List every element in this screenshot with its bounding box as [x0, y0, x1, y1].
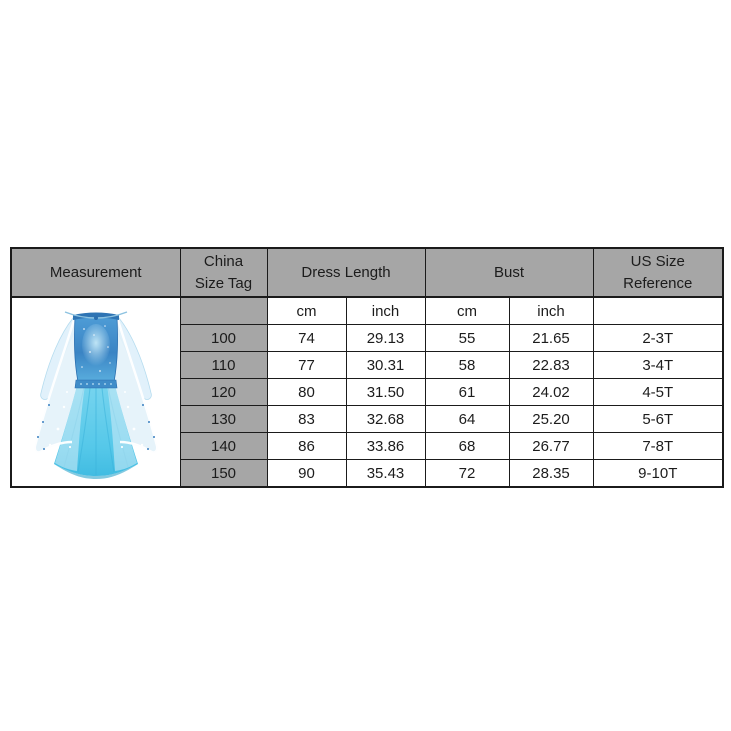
- col-header-china-size-tag: [180, 248, 267, 297]
- unit-cell-bust-inch: inch: [509, 297, 593, 325]
- bust-cm-cell: 72: [425, 460, 509, 488]
- china-size-cell: 100: [180, 325, 267, 352]
- dress-length-cm-cell: 90: [267, 460, 346, 488]
- units-row: [11, 297, 723, 325]
- dress-length-inch-cell: 35.43: [346, 460, 425, 488]
- dress-graphic: [20, 297, 172, 487]
- bust-inch-cell: 21.65: [509, 325, 593, 352]
- col-header-china-line1: China: [203, 252, 244, 270]
- col-header-china-line2: Size Tag: [194, 274, 253, 292]
- unit-cell-us-empty: [593, 297, 723, 325]
- dress-image: [20, 297, 172, 487]
- size-chart-table: [10, 247, 724, 488]
- unit-cell-dress-length-cm: cm: [267, 297, 346, 325]
- bust-cm-cell: 68: [425, 433, 509, 460]
- col-header-dress-length: Dress Length: [267, 248, 425, 297]
- dress-length-cm-cell: 74: [267, 325, 346, 352]
- col-header-us-line1: US Size: [630, 252, 685, 270]
- us-size-cell: 3-4T: [593, 352, 723, 379]
- dress-length-inch-cell: 31.50: [346, 379, 425, 406]
- bust-inch-cell: 25.20: [509, 406, 593, 433]
- dress-length-cm-cell: 86: [267, 433, 346, 460]
- dress-length-cm-cell: 83: [267, 406, 346, 433]
- col-header-bust: Bust: [425, 248, 593, 297]
- col-header-us-size-reference: [593, 248, 723, 297]
- dress-length-inch-cell: 30.31: [346, 352, 425, 379]
- china-size-cell: 120: [180, 379, 267, 406]
- bust-cm-cell: 55: [425, 325, 509, 352]
- bust-cm-cell: 58: [425, 352, 509, 379]
- product-image-cell: [11, 297, 180, 487]
- bust-cm-cell: 61: [425, 379, 509, 406]
- us-size-cell: 2-3T: [593, 325, 723, 352]
- col-header-measurement: Measurement: [11, 248, 180, 297]
- bust-inch-cell: 26.77: [509, 433, 593, 460]
- us-size-cell: 9-10T: [593, 460, 723, 488]
- dress-length-cm-cell: 77: [267, 352, 346, 379]
- col-header-us-line2: Reference: [623, 274, 693, 292]
- dress-length-inch-cell: 33.86: [346, 433, 425, 460]
- dress-length-inch-cell: 32.68: [346, 406, 425, 433]
- bust-inch-cell: 28.35: [509, 460, 593, 488]
- china-size-cell: 110: [180, 352, 267, 379]
- unit-cell-bust-cm: cm: [425, 297, 509, 325]
- bust-cm-cell: 64: [425, 406, 509, 433]
- unit-cell-china-empty: [180, 297, 267, 325]
- bust-inch-cell: 22.83: [509, 352, 593, 379]
- dress-length-cm-cell: 80: [267, 379, 346, 406]
- table-header-row: [11, 248, 723, 297]
- us-size-cell: 7-8T: [593, 433, 723, 460]
- china-size-cell: 130: [180, 406, 267, 433]
- china-size-cell: 140: [180, 433, 267, 460]
- china-size-cell: 150: [180, 460, 267, 488]
- unit-cell-dress-length-inch: inch: [346, 297, 425, 325]
- us-size-cell: 5-6T: [593, 406, 723, 433]
- dress-length-inch-cell: 29.13: [346, 325, 425, 352]
- us-size-cell: 4-5T: [593, 379, 723, 406]
- bust-inch-cell: 24.02: [509, 379, 593, 406]
